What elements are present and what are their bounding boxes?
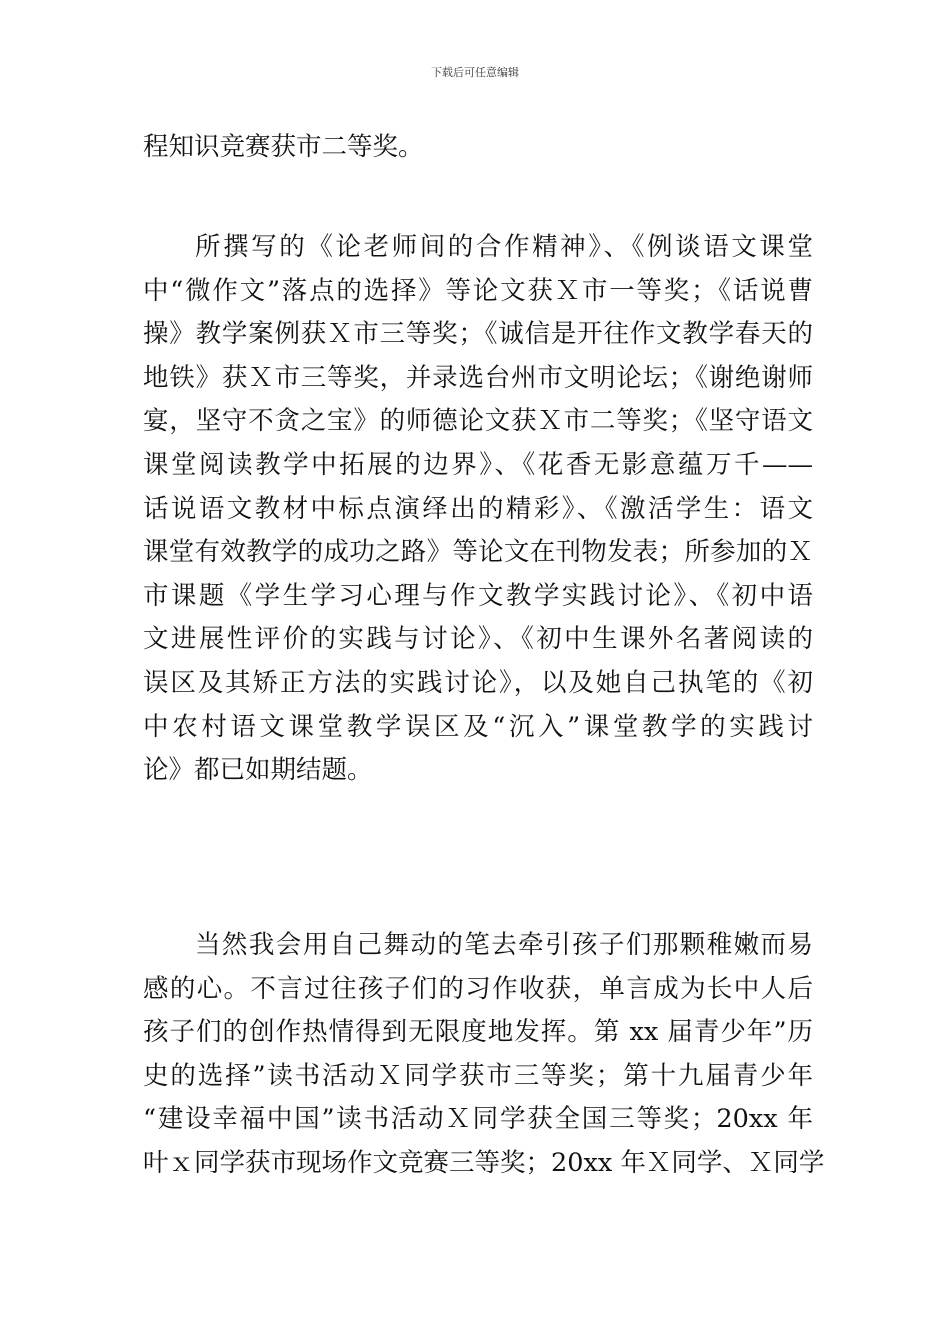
text-line: 话说语文教材中标点演绎出的精彩》、《激活学生：语文 [143, 493, 813, 524]
page-header: 下载后可任意编辑 [431, 66, 519, 79]
text-line: 课堂阅读教学中拓展的边界》、《花香无影意蕴万千—— [143, 449, 813, 480]
paragraph-3 [143, 924, 825, 1186]
text-line: 中农村语文课堂教学误区及“沉入”课堂教学的实践讨 [143, 711, 813, 742]
text-line: “建设幸福中国”读书活动Ｘ同学获全国三等奖；20xx 年 [143, 1104, 813, 1135]
text-line: 感的心。不言过往孩子们的习作收获，单言成为长中人后 [143, 973, 813, 1004]
text-line: 误区及其矫正方法的实践讨论》，以及她自己执笔的《初 [143, 667, 813, 698]
text-line: 地铁》获Ｘ市三等奖，并录选台州市文明论坛；《谢绝谢师 [143, 362, 813, 393]
text-line: 史的选择”读书活动Ｘ同学获市三等奖；第十九届青少年 [143, 1060, 813, 1091]
text-line: 孩子们的创作热情得到无限度地发挥。第 xx 届青少年”历 [143, 1017, 813, 1048]
text-line: 论》都已如期结题。 [143, 755, 373, 786]
text-line: 操》教学案例获Ｘ市三等奖；《诚信是开往作文教学春天的 [143, 319, 813, 350]
text-line: 市课题《学生学习心理与作文教学实践讨论》、《初中语 [143, 580, 813, 611]
text-line: 宴，坚守不贪之宝》的师德论文获Ｘ市二等奖；《坚守语文 [143, 406, 813, 437]
text-line: 所撰写的《论老师间的合作精神》、《例谈语文课堂 [195, 232, 813, 262]
text-line: 文进展性评价的实践与讨论》、《初中生课外名著阅读的 [143, 624, 813, 655]
text-line: 中“微作文”落点的选择》等论文获Ｘ市一等奖；《话说曹 [143, 275, 813, 306]
paragraph-1 [143, 126, 813, 170]
text-line: 程知识竞赛获市二等奖。 [143, 132, 424, 162]
paragraph-2 [143, 226, 813, 793]
text-line: 课堂有效教学的成功之路》等论文在刊物发表；所参加的Ｘ [143, 537, 813, 568]
text-line: 叶ｘ同学获市现场作文竞赛三等奖；20xx 年Ｘ同学、Ｘ同学 [143, 1147, 825, 1178]
text-line: 当然我会用自己舞动的笔去牵引孩子们那颗稚嫩而易 [195, 930, 813, 960]
